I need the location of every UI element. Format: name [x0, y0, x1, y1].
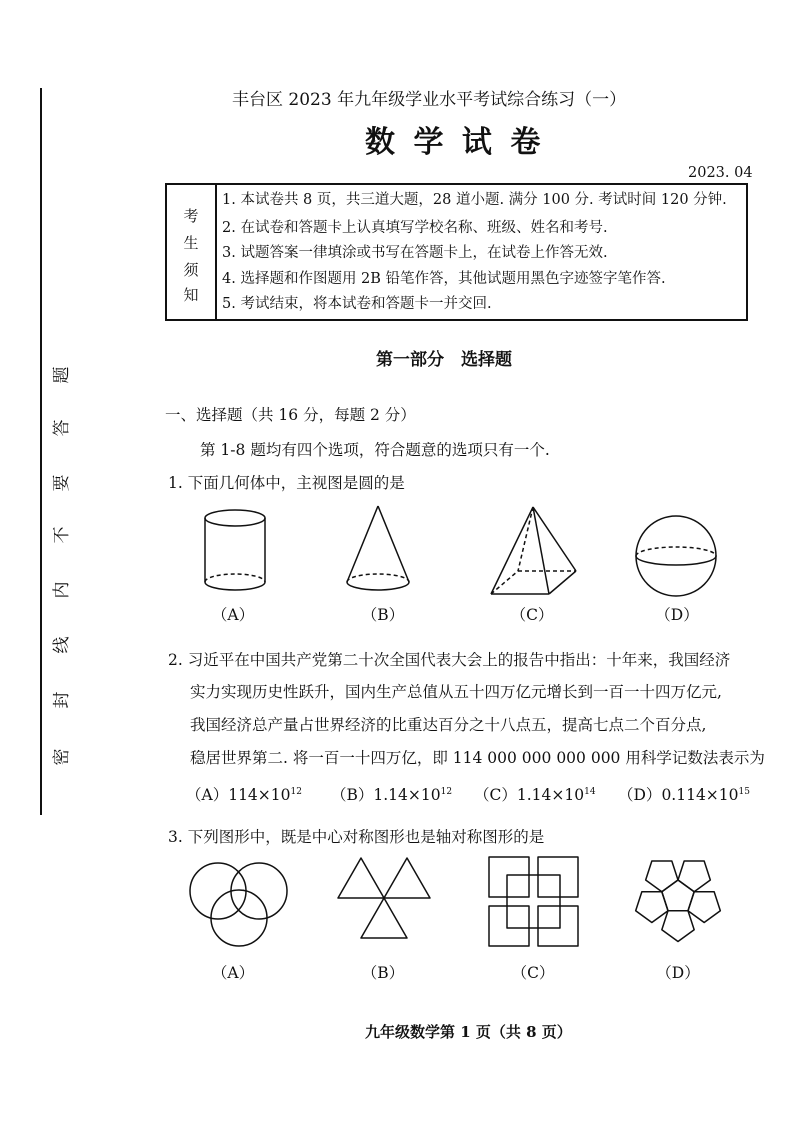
notice-item: 4. 选择题和作图题用 2B 铅笔作答，其他试题用黑色字迹签字笔作答.: [222, 271, 666, 287]
seal-line-char: 内: [52, 581, 72, 599]
question-3-option-label: （C）: [511, 964, 555, 982]
question-2-stem-line: 我国经济总产量占世界经济的比重达百分之十八点五，提高七点二个百分点,: [190, 716, 707, 734]
question-3-stem: 3. 下列图形中，既是中心对称图形也是轴对称图形的是: [168, 828, 545, 846]
interlocking-squares-figure: [489, 857, 578, 946]
question-1-stem: 1. 下面几何体中，主视图是圆的是: [168, 474, 405, 492]
option-label: （B）: [331, 786, 374, 804]
question-2-option-b: [331, 784, 452, 806]
sphere-figure: [636, 516, 716, 596]
square-pyramid-figure: [491, 507, 576, 594]
question-1-option-label: （C）: [510, 606, 554, 624]
exam-date: 2023. 04: [688, 165, 753, 181]
seal-line-rule: [40, 88, 42, 815]
question-3-option-label: （D）: [656, 964, 700, 982]
question-3-option-label: （B）: [361, 964, 405, 982]
notice-item: 3. 试题答案一律填涂或书写在答题卡上，在试卷上作答无效.: [222, 245, 608, 261]
three-circles-figure: [190, 863, 287, 946]
question-3-option-label: （A）: [211, 964, 255, 982]
subject-title: 数 学 试 卷: [365, 125, 545, 160]
question-1-option-label: （B）: [361, 606, 405, 624]
option-base: 1.14×10: [373, 786, 441, 804]
notice-label-char: 生: [183, 234, 199, 252]
question-1-option-label: （D）: [655, 606, 699, 624]
option-exponent: 14: [584, 787, 596, 797]
seal-line-char: 密: [52, 748, 72, 766]
part-title: 第一部分 选择题: [376, 350, 512, 370]
option-exponent: 12: [440, 787, 453, 797]
option-exponent: 12: [290, 787, 302, 797]
notice-item: 5. 考试结束，将本试卷和答题卡一并交回.: [222, 296, 492, 312]
exam-title: 丰台区 2023 年九年级学业水平考试综合练习（一）: [232, 90, 627, 110]
cone-figure: [347, 506, 409, 590]
option-label: （A）: [186, 786, 229, 804]
option-base: 1.14×10: [516, 786, 585, 804]
notice-label-char: 考: [183, 207, 199, 225]
section-heading: 一、选择题（共 16 分，每题 2 分）: [165, 406, 416, 424]
option-base: 114×10: [228, 786, 291, 804]
three-triangles-figure: [338, 858, 430, 938]
section-instruction: 第 1-8 题均有四个选项，符合题意的选项只有一个.: [200, 441, 550, 459]
question-2-option-d: [618, 784, 750, 806]
candidate-notice-box: [165, 183, 748, 321]
seal-line-char: 答: [52, 419, 72, 437]
notice-label-char: 知: [183, 286, 199, 304]
notice-divider: [215, 185, 217, 319]
option-label: （D）: [618, 786, 662, 804]
seal-line-char: 线: [52, 636, 72, 654]
notice-item: 1. 本试卷共 8 页，共三道大题，28 道小题. 满分 100 分. 考试时间 120 分钟.: [222, 192, 727, 208]
option-base: 0.114×10: [661, 786, 739, 804]
seal-line-char: 题: [52, 366, 72, 384]
notice-item: 2. 在试卷和答题卡上认真填写学校名称、班级、姓名和考号.: [222, 220, 608, 236]
page-footer: 九年级数学第 1 页（共 8 页）: [365, 1023, 572, 1041]
question-2-option-a: [186, 784, 302, 806]
question-2-stem-line: 稳居世界第二. 将一百一十四万亿，即 114 000 000 000 000 用科学记数法表示为: [190, 749, 765, 767]
notice-label-char: 须: [183, 261, 199, 279]
question-1-option-label: （A）: [211, 606, 255, 624]
option-exponent: 15: [738, 787, 750, 797]
cylinder-figure: [205, 510, 265, 590]
seal-line-char: 要: [52, 474, 72, 492]
seal-line-char: 不: [52, 526, 72, 544]
question-2-stem-line: 2. 习近平在中国共产党第二十次全国代表大会上的报告中指出：十年来，我国经济: [168, 651, 731, 669]
option-label: （C）: [474, 786, 517, 804]
seal-line-char: 封: [52, 691, 72, 709]
question-2-option-c: [474, 784, 596, 806]
question-2-stem-line: 实力实现历史性跃升，国内生产总值从五十四万亿元增长到一百一十四万亿元,: [190, 683, 722, 701]
pentagon-ring-figure: [636, 861, 721, 942]
